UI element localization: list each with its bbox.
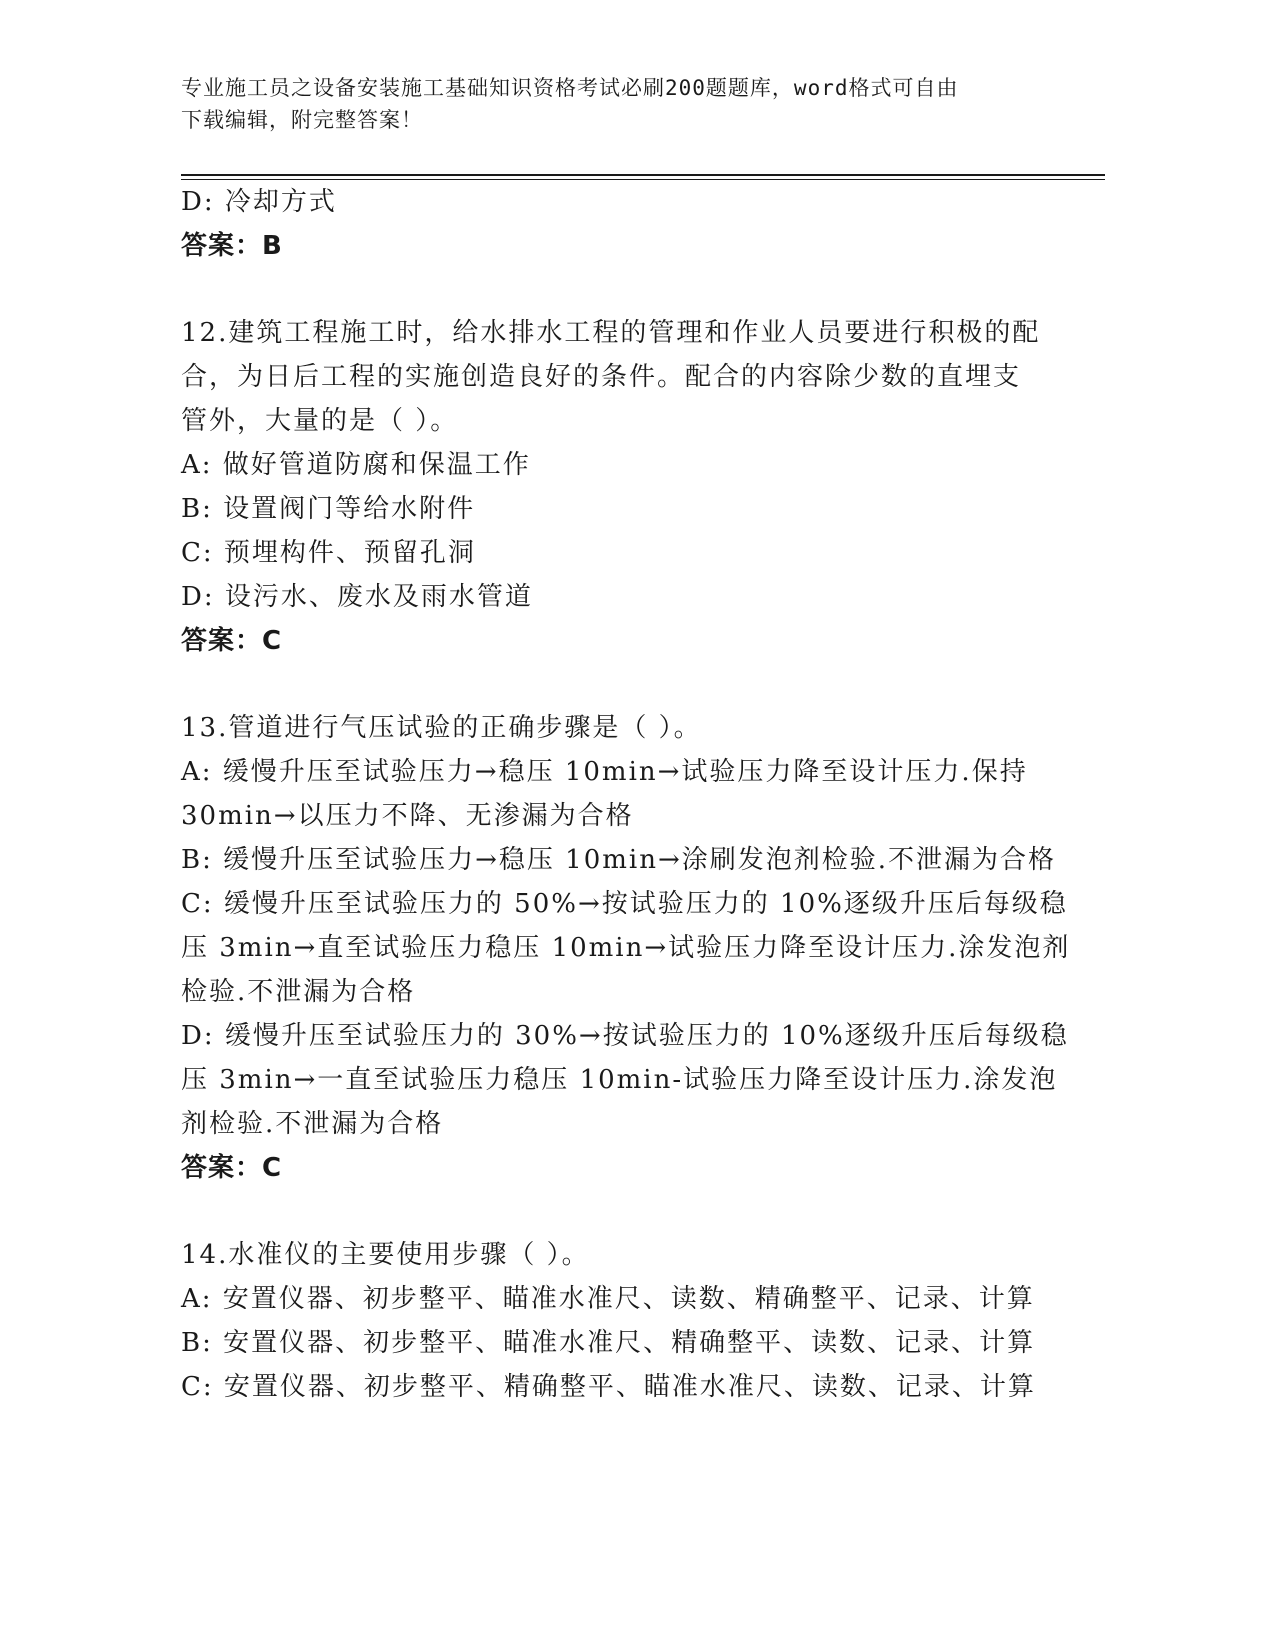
spacer [181, 1190, 1051, 1233]
option-b: B: 安置仪器、初步整平、瞄准水准尺、精确整平、读数、记录、计算 [181, 1328, 1036, 1358]
question-12 [181, 311, 1051, 663]
question-stem: 管外，大量的是（ ）。 [181, 406, 459, 436]
spacer [181, 268, 1051, 311]
answer-label: 答案：C [181, 1153, 283, 1183]
header-line-2: 下载编辑，附完整答案！ [181, 108, 423, 132]
question-13 [181, 706, 1071, 1190]
option-c-continued: 检验.不泄漏为合格 [181, 977, 416, 1007]
option-c: C: 安置仪器、初步整平、精确整平、瞄准水准尺、读数、记录、计算 [181, 1372, 1036, 1402]
option-d: D: 设污水、废水及雨水管道 [181, 582, 533, 612]
option-d-continued: 压 3min→一直至试验压力稳压 10min-试验压力降至设计压力.涂发泡 [181, 1065, 1058, 1095]
question-stem: 12.建筑工程施工时，给水排水工程的管理和作业人员要进行积极的配 [181, 318, 1041, 348]
answer-label: 答案：C [181, 626, 283, 656]
page-header [181, 72, 1061, 136]
question-stem: 合，为日后工程的实施创造良好的条件。配合的内容除少数的直埋支 [181, 362, 1022, 392]
option-c: C: 缓慢升压至试验压力的 50%→按试验压力的 10%逐级升压后每级稳 [181, 889, 1068, 919]
question-stem: 13.管道进行气压试验的正确步骤是（ ）。 [181, 713, 702, 743]
question-14 [181, 1233, 1051, 1409]
option-d-continued: 剂检验.不泄漏为合格 [181, 1109, 444, 1139]
option-d: D: 冷却方式 [181, 187, 337, 217]
option-b: B: 设置阀门等给水附件 [181, 494, 476, 524]
option-d: D: 缓慢升压至试验压力的 30%→按试验压力的 10%逐级升压后每级稳 [181, 1021, 1069, 1051]
option-c: C: 预埋构件、预留孔洞 [181, 538, 476, 568]
option-a: A: 做好管道防腐和保温工作 [181, 450, 531, 480]
option-a: A: 安置仪器、初步整平、瞄准水准尺、读数、精确整平、记录、计算 [181, 1284, 1035, 1314]
option-b: B: 缓慢升压至试验压力→稳压 10min→涂刷发泡剂检验.不泄漏为合格 [181, 845, 1057, 875]
question-stem: 14.水准仪的主要使用步骤（ ）。 [181, 1240, 590, 1270]
option-a-continued: 30min→以压力不降、无渗漏为合格 [181, 801, 634, 831]
question-11-tail [181, 180, 1051, 268]
option-c-continued: 压 3min→直至试验压力稳压 10min→试验压力降至设计压力.涂发泡剂 [181, 933, 1071, 963]
header-divider [181, 174, 1105, 176]
header-line-1: 专业施工员之设备安装施工基础知识资格考试必刷200题题库，word格式可自由 [181, 76, 959, 100]
spacer [181, 663, 1051, 706]
question-content [181, 180, 1071, 1409]
answer-label: 答案：B [181, 231, 283, 261]
option-a: A: 缓慢升压至试验压力→稳压 10min→试验压力降至设计压力.保持 [181, 757, 1028, 787]
